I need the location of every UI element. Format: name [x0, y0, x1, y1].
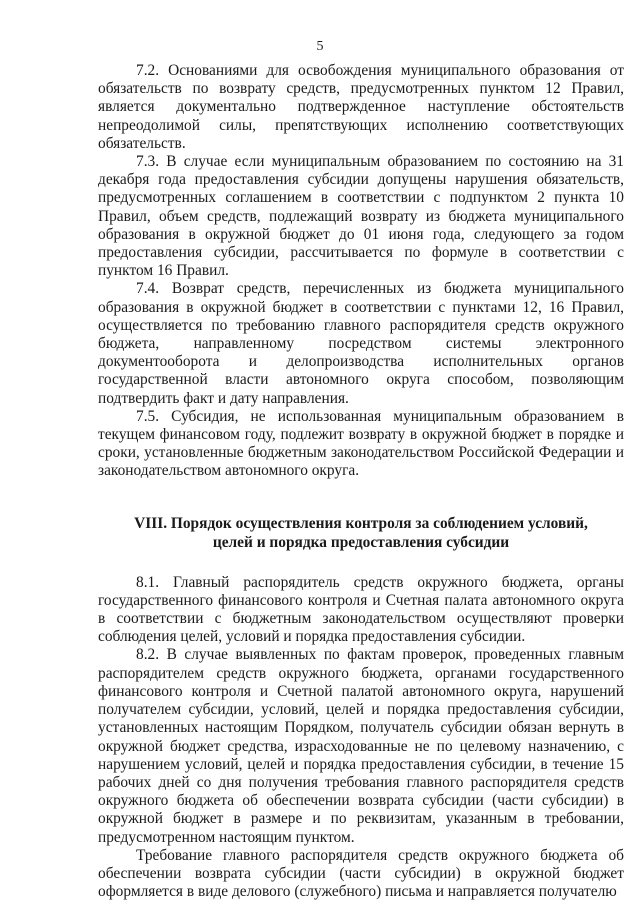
- paragraph-8-2: 8.2. В случае выявленных по фактам проверок, проведенных главным распорядителем средств окружного бюджета, органами государственного финансового контроля и Счетной палатой автономного округа, нарушений получателем субсидии, условий, целей и порядка предоставления субсидии, установленных настоящим Порядком, получатель субсидии обязан вернуть в окружной бюджет средства, израсходованные не по целевому назначению, с нарушением условий, целей и порядка предоставления субсидии, в течение 15 рабочих дней со дня получения требования главного распорядителя средств окружного бюджета об обеспечении возврата субсидии (части субсидии) в окружной бюджет в размере и по реквизитам, указанным в требовании, предусмотренном настоящим пунктом.: [98, 646, 624, 846]
- paragraph-7-3: 7.3. В случае если муниципальным образованием по состоянию на 31 декабря года предоставления субсидии допущены нарушения обязательств, предусмотренных соглашением в соответствии с подпунктом 2 пункта 10 Правил, объем средств, подлежащий возврату из бюджета муниципального образования в окружной бюджет до 01 июня года, следующего за годом предоставления субсидии, рассчитывается по формуле в соответствии с пунктом 16 Правил.: [98, 153, 624, 280]
- paragraph-7-5: 7.5. Субсидия, не использованная муниципальным образованием в текущем финансовом году, подлежит возврату в окружной бюджет в порядке и сроки, установленные бюджетным законодательством Российской Федерации и законодательством автономного округа.: [98, 407, 624, 480]
- section-8-heading: [98, 514, 624, 552]
- page-number: 5: [316, 39, 324, 54]
- paragraph-7-4: 7.4. Возврат средств, перечисленных из бюджета муниципального образования в окружной бюджет в соответствии с пунктами 12, 16 Правил, осуществляется по требованию главного распорядителя средств окружного бюджета, направленному посредством системы электронного документооборота и делопроизводства исполнительных органов государственной власти автономного округа способом, позволяющим подтвердить факт и дату направления.: [98, 280, 624, 407]
- paragraph-7-2: 7.2. Основаниями для освобождения муниципального образования от обязательств по возврату средств, предусмотренных пунктом 12 Правил, является документально подтвержденное наступление обстоятельств непреодолимой силы, препятствующих исполнению соответствующих обязательств.: [98, 62, 624, 152]
- section-8-heading-line-1: VIII. Порядок осуществления контроля за соблюдением условий,: [134, 514, 588, 532]
- section-8-heading-line-2: целей и порядка предоставления субсидии: [212, 533, 510, 551]
- document-body: [98, 62, 624, 901]
- paragraph-8-1: 8.1. Главный распорядитель средств окружного бюджета, органы государственного финансового контроля и Счетная палата автономного округа в соответствии с бюджетным законодательством осуществляют проверки соблюдения целей, условий и порядка предоставления субсидии.: [98, 573, 624, 646]
- paragraph-8-2-requirement: Требование главного распорядителя средств окружного бюджета об обеспечении возврата субсидии (части субсидии) в окружной бюджет оформляется в виде делового (служебного) письма и направляется получателю: [98, 846, 624, 901]
